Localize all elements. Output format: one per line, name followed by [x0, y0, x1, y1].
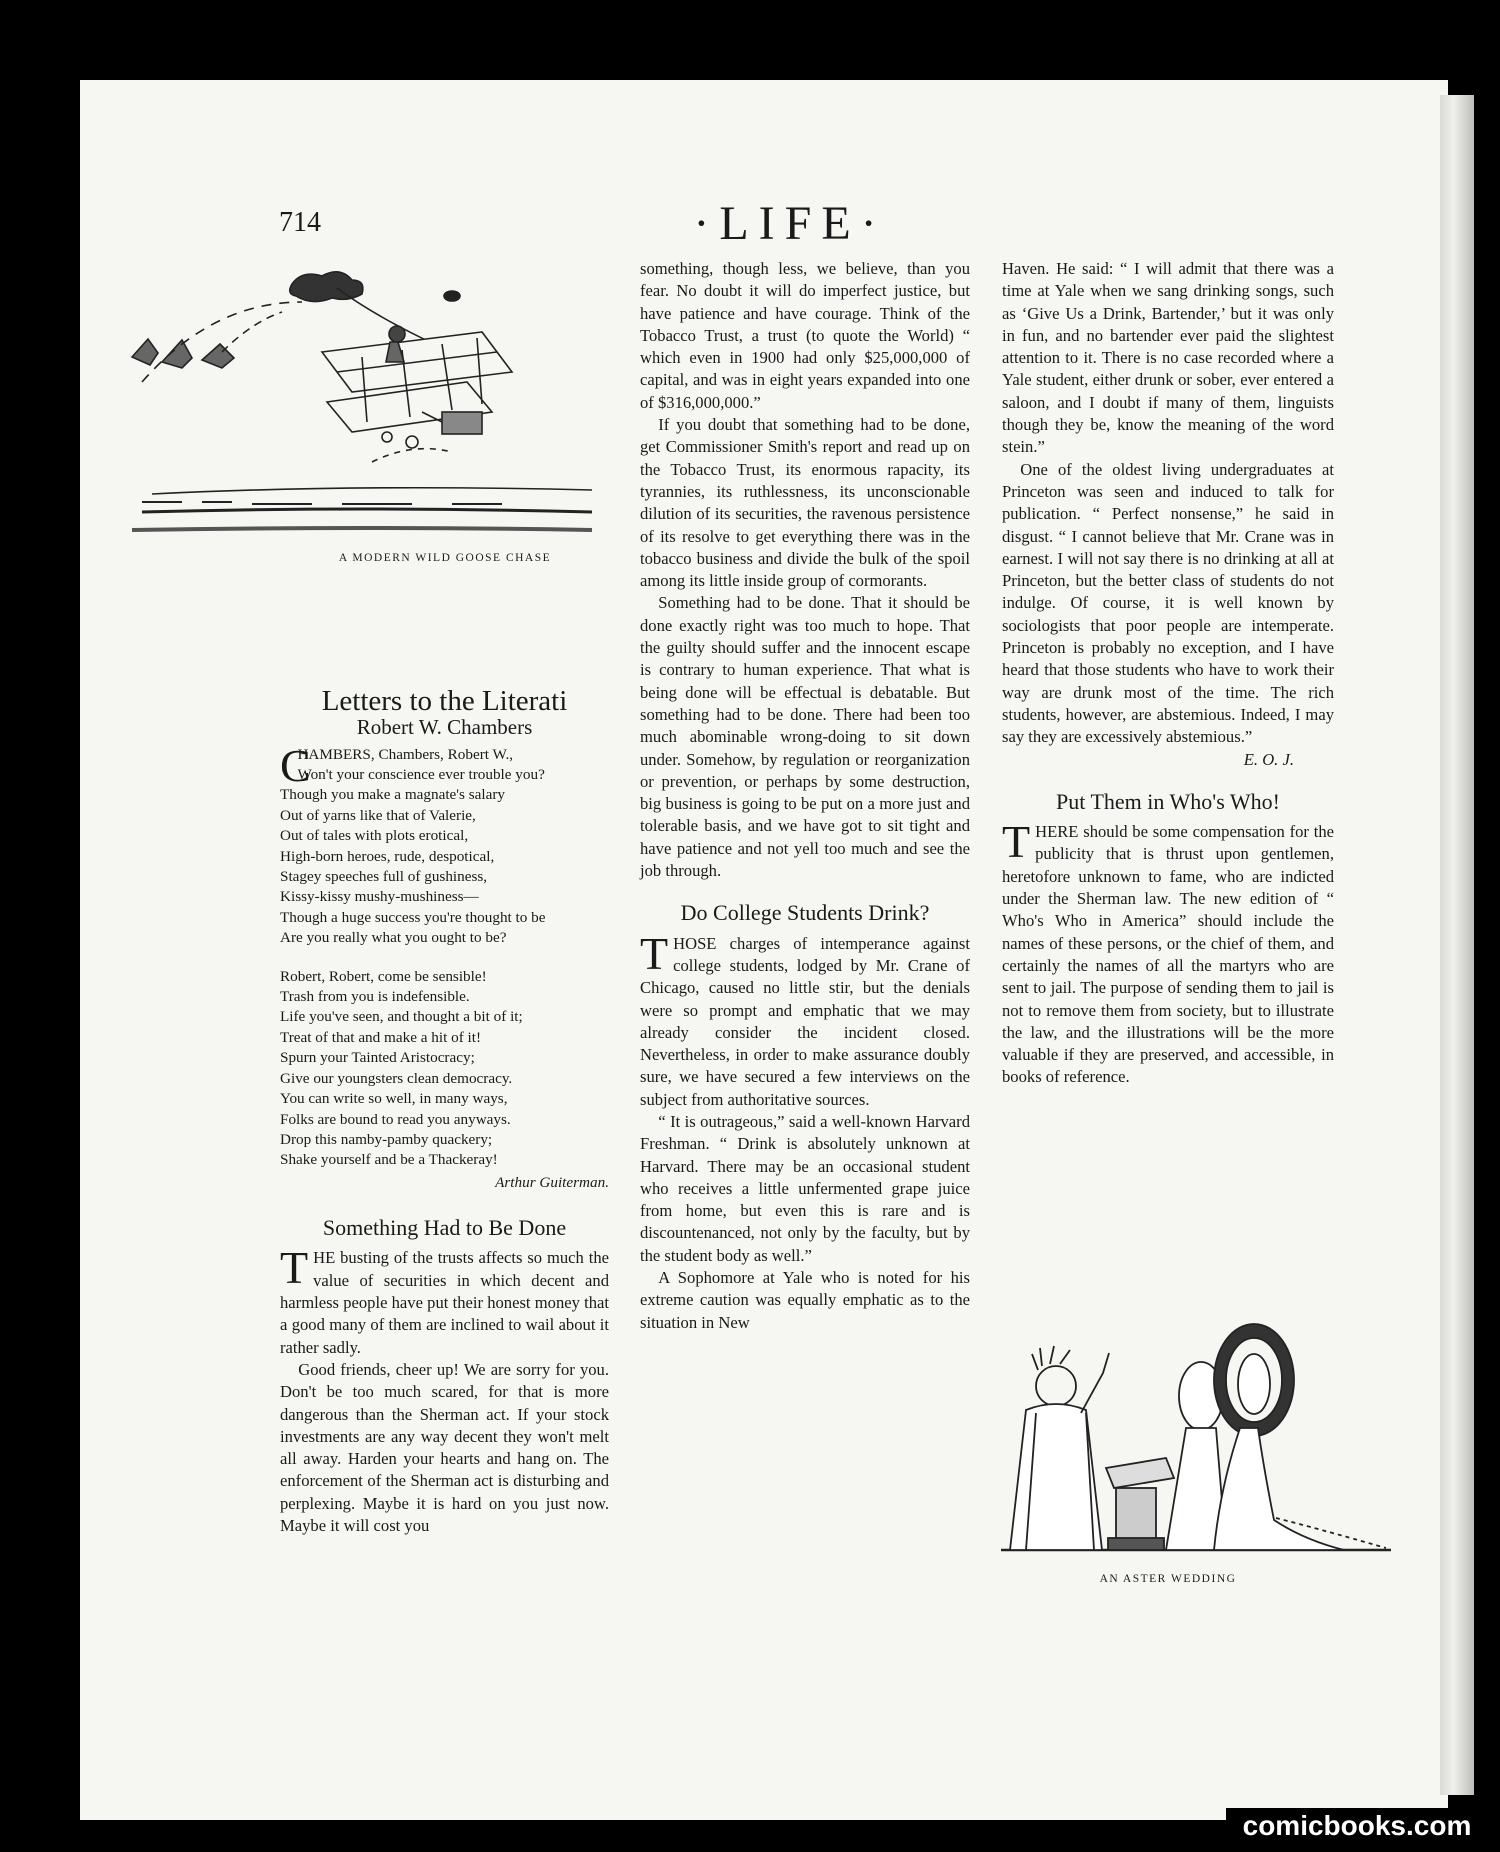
something-paragraph: If you doubt that something had to be done, get Commissioner Smith's report and read up on the Tobacco Trust, its enormous rapacity, its tyrannies, its ruthlessness, its unconscionable dilution of its securities, the ravenous persistence of its resolve to get everything there was in the tobacco business and divide the bulk of the spoil among its little inside group of cormorants. [640, 415, 970, 591]
poem-line: Are you really what you ought to be? [280, 929, 507, 947]
letters-title: Letters to the Literati [321, 685, 568, 717]
poem-line: Though a huge success you're thought to be [280, 908, 546, 926]
something-paragraph: something, though less, we believe, than you fear. No doubt it will do imperfect justice, but have patience and have courage. Think of the Tobacco Trust, a trust (to quote the World) “ which even in 1900 had only $25,000,000 of capital, and was in eight years expanded into one of $316,000,000.” [640, 259, 970, 412]
poem-line: Out of tales with plots erotical, [280, 827, 469, 845]
poem-stanza-1 [280, 739, 609, 949]
something-paragraph: Something had to be done. That it should be done exactly right was too much to hope. That the guilty should suffer and the innocent escape is contrary to human experience. That what is being done will be effectual is debatable. But something had to be done. There had been too much abominable wrong-doing to sit down under. Somehow, by regulation or reorganization or prevention, or perhaps by some destruction, big business is going to be put on a more just and tolerable basis, and we have got to sit tight and have patience and not yell too much and see the job through. [640, 593, 970, 881]
poem-line: Spurn your Tainted Aristocracy; [280, 1049, 475, 1067]
college-paragraph: A Sophomore at Yale who is noted for his extreme caution was equally emphatic as to the situation in New [640, 1268, 970, 1332]
college-paragraph: “ It is outrageous,” said a well-known Harvard Freshman. “ Drink is absolutely unknown at Harvard. There may be an occasional student who receives a little unfermented grape juice from home, but even this is rare and is discountenanced, not only by the faculty, but by the student body as well.” [640, 1111, 970, 1265]
letters-poem [280, 739, 609, 1194]
something-paragraph: THE busting of the trusts affects so much the value of securities in which decent and harmless people have put their honest money that a good many of them are inclined to wail about it rather sadly. [280, 1242, 609, 1357]
whos-who-title: Put Them in Who's Who! [1056, 788, 1280, 814]
poem-line: Treat of that and make a hit of it! [280, 1028, 482, 1046]
something-dropcap: T [280, 1242, 309, 1294]
poem-line: High-born heroes, rude, despotical, [280, 847, 495, 865]
college-paragraph: One of the oldest living undergraduates at Princeton was seen and induced to talk for publication. “ Perfect nonsense,” he said in disgust. “ I cannot believe that Mr. Crane was in earnest. I will not say there is no drinking at all at Princeton, but the better class of students do not indulge. Of course, it is well known by sociologists that poor people are intemperate. Princeton is probably no exception, and I have heard that those students who have to work their way are drunk most of the time. The rich students, however, are abstemious. Indeed, I may say they are excessively abstemious.” [1002, 459, 1334, 747]
poem-line: Folks are bound to read you anyways. [280, 1110, 511, 1128]
column-right [1002, 258, 1334, 1089]
college-dropcap: T [640, 927, 669, 979]
poem-line: Trash from you is indefensible. [280, 988, 470, 1006]
college-title: Do College Students Drink? [680, 900, 930, 926]
whos-who-paragraph: THERE should be some compensation for the publicity that is thrust upon gentlemen, heretofore unknown to fame, who are indicted under the Sherman law. The new edition of “ Who's Who in America” should include the names of these persons, or the chief of them, and certainly the names of all the martyrs who are sent to jail. The purpose of sending them to jail is not to remove them from society, but to illustrate the law, and the illustrations will be the more valuable if they are preserved, and accessible, in books of reference. [1002, 816, 1334, 1087]
college-signoff: E. O. J. [1243, 749, 1294, 769]
poem-line: Though you make a magnate's salary [280, 786, 505, 804]
poem-line: Stagey speeches full of gushiness, [280, 868, 488, 886]
poem-line: Robert, Robert, come be sensible! [280, 967, 487, 985]
poem-line: Kissy-kissy mushy-mushiness— [280, 888, 479, 906]
poem-stanza-2 [280, 967, 609, 1171]
aster-wedding-caption: AN ASTER WEDDING [1099, 1573, 1237, 1585]
wild-goose-chase-caption: A MODERN WILD GOOSE CHASE [338, 552, 552, 564]
college-paragraph: THOSE charges of intemperance against college students, lodged by Mr. Crane of Chicago, caused no little stir, but the denials were so prompt and emphatic that we may already consider the incident closed. Nevertheless, in order to make assurance doubly sure, we have secured a few interviews on the subject from authoritative sources. [640, 927, 970, 1109]
page-number: 714 [279, 207, 321, 238]
poem-signature: Arthur Guiterman. [495, 1173, 609, 1191]
college-paragraph: Haven. He said: “ I will admit that there was a time at Yale when we sang drinking songs, such as ‘Give Us a Drink, Bartender,’ but it was only in fun, and no bartender ever paid the slightest attention to it. There is no case recorded where a Yale student, either drunk or sober, ever entered a saloon, and I doubt if many of them, linguists though they be, know the meaning of the word stein.” [1002, 259, 1334, 457]
poem-line: Drop this namby-pamby quackery; [280, 1130, 493, 1148]
poem-line: Out of yarns like that of Valerie, [280, 806, 476, 824]
site-watermark: comicbooks.com [1226, 1808, 1488, 1844]
poem-line: Life you've seen, and thought a bit of it; [280, 1008, 523, 1026]
something-paragraph: Good friends, cheer up! We are sorry for you. Don't be too much scared, for that is more dangerous than the Sherman act. If your stock investments are any way decent they won't melt all away. Harden your hearts and hang on. The enforcement of the Sherman act is disturbing and perplexing. Maybe it is hard on you just now. Maybe it will cost you [280, 1359, 609, 1535]
poem-line: Won't your conscience ever trouble you? [297, 766, 545, 783]
letters-subtitle: Robert W. Chambers [356, 715, 533, 740]
poem-line: Shake yourself and be a Thackeray! [280, 1151, 498, 1169]
masthead: ·LIFE· [693, 197, 887, 250]
whos-who-dropcap: T [1002, 816, 1031, 868]
column-middle [640, 258, 970, 1334]
something-title: Something Had to Be Done [322, 1215, 567, 1241]
column-left [280, 685, 609, 1537]
page-fold-edge [1440, 95, 1474, 1795]
aster-wedding-illustration [996, 1318, 1396, 1558]
poem-line: HAMBERS, Chambers, Robert W., [297, 745, 514, 763]
letters-dropcap: C [280, 739, 311, 791]
wild-goose-chase-illustration [122, 262, 602, 540]
poem-line: You can write so well, in many ways, [280, 1090, 508, 1108]
poem-line: Give our youngsters clean democracy. [280, 1069, 513, 1087]
